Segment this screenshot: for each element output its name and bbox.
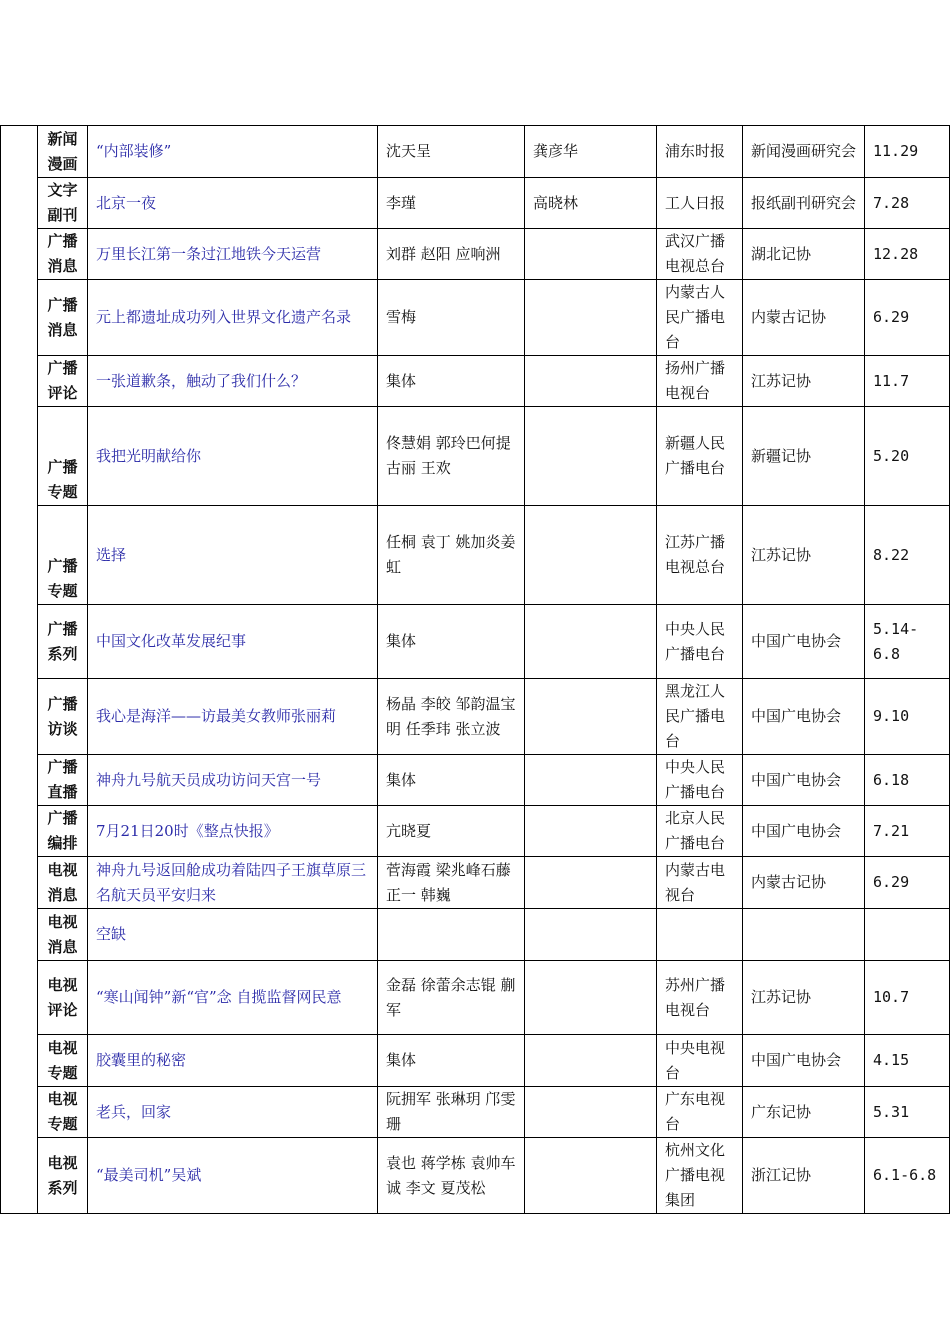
- editors-cell: 高晓林: [525, 178, 657, 229]
- title-cell: 我心是海洋——访最美女教师张丽莉: [88, 679, 378, 755]
- editors-cell: [525, 280, 657, 356]
- editors-cell: [525, 961, 657, 1035]
- table-row: [1, 909, 950, 961]
- table-row: [1, 1087, 950, 1138]
- title-cell: 我把光明献给你: [88, 407, 378, 506]
- category-cell: 广播专题: [38, 506, 88, 605]
- title-cell: 一张道歉条，触动了我们什么？: [88, 356, 378, 407]
- date-cell: 9.10: [865, 679, 950, 755]
- recommender-cell: 江苏记协: [743, 961, 865, 1035]
- editors-cell: [525, 1035, 657, 1087]
- publisher-cell: 浦东时报: [657, 126, 743, 178]
- table-row: [1, 126, 950, 178]
- editors-cell: [525, 679, 657, 755]
- table-row: [1, 755, 950, 806]
- table-body: [1, 126, 950, 1214]
- title-cell: 神舟九号航天员成功访问天宫一号: [88, 755, 378, 806]
- category-cell: 电视专题: [38, 1035, 88, 1087]
- title-cell: 北京一夜: [88, 178, 378, 229]
- date-cell: 11.29: [865, 126, 950, 178]
- category-cell: 电视消息: [38, 857, 88, 909]
- recommender-cell: 中国广电协会: [743, 1035, 865, 1087]
- table-row: [1, 679, 950, 755]
- category-cell: 广播消息: [38, 280, 88, 356]
- table-row: [1, 806, 950, 857]
- publisher-cell: 广东电视台: [657, 1087, 743, 1138]
- title-cell: 选择: [88, 506, 378, 605]
- table-row: [1, 407, 950, 506]
- table-row: [1, 605, 950, 679]
- publisher-cell: 杭州文化广播电视集团: [657, 1138, 743, 1214]
- editors-cell: [525, 1138, 657, 1214]
- table-row: [1, 1035, 950, 1087]
- authors-cell: 菅海霞 梁兆峰石藤正一 韩巍: [378, 857, 525, 909]
- table-row: [1, 280, 950, 356]
- recommender-cell: 中国广电协会: [743, 679, 865, 755]
- date-cell: 5.20: [865, 407, 950, 506]
- category-cell: 电视评论: [38, 961, 88, 1035]
- table-row: [1, 229, 950, 280]
- authors-cell: 任桐 袁丁 姚加炎姜虹: [378, 506, 525, 605]
- table-row: [1, 178, 950, 229]
- recommender-cell: 中国广电协会: [743, 605, 865, 679]
- title-cell: “内部装修”: [88, 126, 378, 178]
- category-cell: 新闻漫画: [38, 126, 88, 178]
- authors-cell: 佟慧娟 郭玲巴何提古丽 王欢: [378, 407, 525, 506]
- recommender-cell: 内蒙古记协: [743, 280, 865, 356]
- publisher-cell: 中央电视台: [657, 1035, 743, 1087]
- editors-cell: [525, 605, 657, 679]
- category-cell: 广播评论: [38, 356, 88, 407]
- recommender-cell: 中国广电协会: [743, 806, 865, 857]
- publisher-cell: 武汉广播电视总台: [657, 229, 743, 280]
- publisher-cell: 黑龙江人民广播电台: [657, 679, 743, 755]
- title-cell: 中国文化改革发展纪事: [88, 605, 378, 679]
- recommender-cell: 新闻漫画研究会: [743, 126, 865, 178]
- recommender-cell: 浙江记协: [743, 1138, 865, 1214]
- title-cell: 7月21日20时《整点快报》: [88, 806, 378, 857]
- date-cell: 4.15: [865, 1035, 950, 1087]
- editors-cell: [525, 506, 657, 605]
- date-cell: 7.28: [865, 178, 950, 229]
- date-cell: 5.14-6.8: [865, 605, 950, 679]
- editors-cell: [525, 407, 657, 506]
- category-cell: 广播编排: [38, 806, 88, 857]
- authors-cell: [378, 909, 525, 961]
- title-cell: “最美司机”吴斌: [88, 1138, 378, 1214]
- recommender-cell: [743, 909, 865, 961]
- title-cell: “寒山闻钟”新“官”念 自揽监督网民意: [88, 961, 378, 1035]
- publisher-cell: 新疆人民广播电台: [657, 407, 743, 506]
- authors-cell: 集体: [378, 1035, 525, 1087]
- date-cell: 5.31: [865, 1087, 950, 1138]
- editors-cell: [525, 909, 657, 961]
- authors-cell: 集体: [378, 356, 525, 407]
- publisher-cell: 中央人民广播电台: [657, 755, 743, 806]
- date-cell: 12.28: [865, 229, 950, 280]
- title-cell: 万里长江第一条过江地铁今天运营: [88, 229, 378, 280]
- authors-cell: 沈天呈: [378, 126, 525, 178]
- authors-cell: 袁也 蒋学栋 袁帅车诚 李文 夏茂松: [378, 1138, 525, 1214]
- title-cell: 神舟九号返回舱成功着陆四子王旗草原三名航天员平安归来: [88, 857, 378, 909]
- editors-cell: [525, 1087, 657, 1138]
- date-cell: 7.21: [865, 806, 950, 857]
- table-row: [1, 857, 950, 909]
- date-cell: 11.7: [865, 356, 950, 407]
- table-row: [1, 1138, 950, 1214]
- authors-cell: 雪梅: [378, 280, 525, 356]
- category-cell: 电视消息: [38, 909, 88, 961]
- editors-cell: 龚彦华: [525, 126, 657, 178]
- recommender-cell: 湖北记协: [743, 229, 865, 280]
- authors-cell: 金磊 徐蕾余志锟 蒯军: [378, 961, 525, 1035]
- category-cell: 电视专题: [38, 1087, 88, 1138]
- date-cell: 6.29: [865, 857, 950, 909]
- publisher-cell: 江苏广播电视总台: [657, 506, 743, 605]
- title-cell: 胶囊里的秘密: [88, 1035, 378, 1087]
- date-cell: 6.29: [865, 280, 950, 356]
- publisher-cell: 中央人民广播电台: [657, 605, 743, 679]
- category-cell: 电视系列: [38, 1138, 88, 1214]
- date-cell: 8.22: [865, 506, 950, 605]
- date-cell: 6.18: [865, 755, 950, 806]
- category-cell: 广播专题: [38, 407, 88, 506]
- editors-cell: [525, 857, 657, 909]
- recommender-cell: 报纸副刊研究会: [743, 178, 865, 229]
- authors-cell: 集体: [378, 605, 525, 679]
- publisher-cell: [657, 909, 743, 961]
- title-cell: 老兵，回家: [88, 1087, 378, 1138]
- publisher-cell: 苏州广播电视台: [657, 961, 743, 1035]
- category-cell: 广播访谈: [38, 679, 88, 755]
- category-cell: 广播系列: [38, 605, 88, 679]
- category-cell: 文字副刊: [38, 178, 88, 229]
- publisher-cell: 内蒙古电视台: [657, 857, 743, 909]
- editors-cell: [525, 229, 657, 280]
- title-cell: 元上都遗址成功列入世界文化遗产名录: [88, 280, 378, 356]
- authors-cell: 阮拥军 张琳玥 邝雯珊: [378, 1087, 525, 1138]
- date-cell: 6.1-6.8: [865, 1138, 950, 1214]
- editors-cell: [525, 806, 657, 857]
- recommender-cell: 江苏记协: [743, 506, 865, 605]
- category-cell: 广播直播: [38, 755, 88, 806]
- table-row: [1, 961, 950, 1035]
- date-cell: 10.7: [865, 961, 950, 1035]
- authors-cell: 刘群 赵阳 应响洲: [378, 229, 525, 280]
- recommender-cell: 江苏记协: [743, 356, 865, 407]
- publisher-cell: 内蒙古人民广播电台: [657, 280, 743, 356]
- table-row: [1, 506, 950, 605]
- authors-cell: 李瑾: [378, 178, 525, 229]
- publisher-cell: 工人日报: [657, 178, 743, 229]
- recommender-cell: 中国广电协会: [743, 755, 865, 806]
- publisher-cell: 北京人民广播电台: [657, 806, 743, 857]
- date-cell: [865, 909, 950, 961]
- recommender-cell: 内蒙古记协: [743, 857, 865, 909]
- title-cell: 空缺: [88, 909, 378, 961]
- authors-cell: 集体: [378, 755, 525, 806]
- table-row: [1, 356, 950, 407]
- publisher-cell: 扬州广播电视台: [657, 356, 743, 407]
- editors-cell: [525, 356, 657, 407]
- authors-cell: 亢晓夏: [378, 806, 525, 857]
- recommender-cell: 新疆记协: [743, 407, 865, 506]
- award-table: [0, 125, 950, 1214]
- editors-cell: [525, 755, 657, 806]
- authors-cell: 杨晶 李皎 邹韵温宝明 任季玮 张立波: [378, 679, 525, 755]
- category-cell: 广播消息: [38, 229, 88, 280]
- group-column: [1, 126, 38, 1214]
- recommender-cell: 广东记协: [743, 1087, 865, 1138]
